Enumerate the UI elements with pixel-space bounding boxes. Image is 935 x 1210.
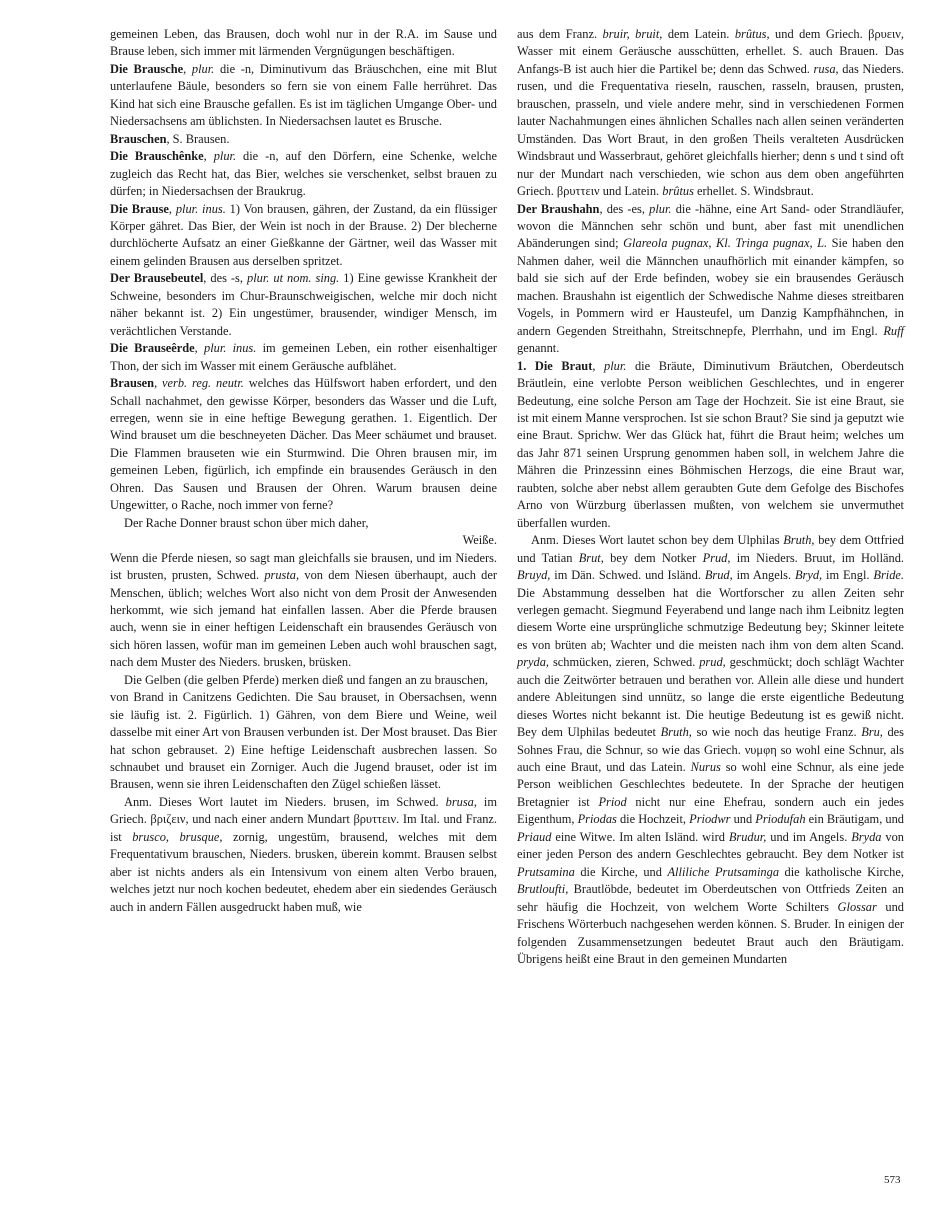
entry-headword: Die Brauschênke	[110, 149, 204, 164]
text-run: und dem Griech. βρυειν, Wasser mit einem Geräusche ausschütten, erhellet. S. auch Brauen. Das Anfangs-B ist auch hier die Partikel be; denn das Schwed.	[517, 27, 905, 76]
italic-term: verb. reg. neutr.	[162, 376, 244, 391]
text-run: , des -s,	[203, 271, 247, 286]
text-run: das Nieders. rusen, und die Frequentativa rieseln, rauschen, rasseln, brausen, prusten, brauschen, prasseln, und viele andere mehr, sind in verschiedenen Formen lauter Nachahmungen eines ähnlichen Schalles nach allen seinen veränderten Umständen. Das Wort Braut, in den großen Theils veralteten Ausdrücken Windsbraut und Wasserbraut, gehöret gleichfalls hierher; denn s und t sind oft nur der Mundart nach verschieden, wie schon aus dem oben angeführten Griech. βρυττειν und Latein.	[517, 61, 905, 199]
text-run: Der Rache Donner braust schon über mich daher,	[124, 515, 369, 530]
text-run: im Griech. βριζειν, und nach einer andern Mundart βρυττειν. Im Ital. und Franz. ist	[110, 794, 497, 844]
italic-term: plur.	[191, 61, 215, 76]
text-run: zornig, ungestüm, brausend, welches mit dem Frequentativum brauschen, Nieders. brusken, überein kommt. Brausen selbst aber ist nichts anders als ein Intensivum von einem alten Verbo brauen, welches jetzt nur noch kochen bedeutet, ehedem aber ein siedendes Geräusch auch in andern Fällen ausgedruckt haben muß, wie	[110, 829, 497, 914]
left-column	[110, 26, 497, 916]
italic-term: Brut,	[578, 550, 604, 565]
text-run: dem Latein.	[662, 27, 735, 41]
text-run: ,	[168, 201, 176, 216]
italic-term: Priodas	[577, 812, 617, 827]
text-run: im Angels.	[732, 568, 795, 583]
italic-term: plur. ut nom. sing.	[247, 271, 340, 286]
italic-term: Alliliche Prutsaminga	[667, 864, 780, 879]
italic-term: Priod	[598, 794, 627, 809]
italic-term: Bruyd,	[517, 568, 551, 583]
text-run: , S. Brausen.	[166, 131, 230, 146]
italic-term: Priodwr	[689, 812, 731, 827]
text-run: im gemeinen Leben, ein rother eisenhaltiger Thon, der sich im Wasser mit einem Geräusche aufblähet.	[110, 341, 497, 373]
entry-headword: Der Brausebeutel	[110, 271, 204, 286]
text-run: eine Witwe. Im alten Isländ. wird	[551, 829, 729, 844]
italic-term: Ruff	[883, 323, 904, 338]
dictionary-paragraph	[110, 550, 497, 672]
dictionary-paragraph	[110, 270, 497, 340]
entry-headword: Die Brause	[110, 201, 169, 216]
dictionary-paragraph	[110, 26, 497, 61]
italic-term: brûtus	[662, 184, 694, 199]
text-run: im Dän. Schwed. und Isländ.	[550, 568, 705, 583]
quote-attribution	[110, 532, 497, 549]
text-run: ,	[183, 61, 192, 76]
entry-headword: Brauschen	[110, 131, 167, 146]
text-run: Brautlöbde, bedeutet im Oberdeutschen von Ottfrieds Zeiten an sehr häufig die Hochzeit, von welchem Worte Schilters	[517, 882, 904, 914]
text-run: und im Angels.	[766, 829, 852, 844]
italic-term: brusa,	[445, 794, 477, 809]
italic-term: Bru,	[861, 725, 883, 740]
text-run: erhellet. S. Windsbraut.	[693, 184, 814, 199]
italic-term: rusa,	[813, 61, 839, 76]
italic-term: bruir, bruit,	[602, 27, 663, 41]
italic-term: plur. inus.	[204, 341, 257, 356]
text-run: welches das Hülfswort haben erfordert, und den Schall nachahmet, den gewisse Körper, besonders das Wasser und die Luft, erregen, wenn sie in eine heftige Bewegung gerathen. 1. Eigentlich. Der Wind brauset um die beschneyeten Dächer. Das Meer schäumet und brauset. Die Flammen brauseten wie ein Sturmwind. Die Ohren brausen mir, im gemeinen Leben, figürlich, ich empfinde ein brausendes Geräusch in den Ohren. Das Sausen und Brausen der Ohren. Warum brausen deine Ungewitter, o Rache, noch immer von ferne?	[110, 376, 498, 513]
text-run: Sie haben den Nahmen daher, weil die Männchen unaufhörlich mit einander kämpfen, so bald sie sich auf der Erde befinden, wobey sie ein brausendes Geräusch machen. Braushahn ist eigentlich der Schwedische Nahme dieses streitbaren Vogels, in Pommern wird er Hausteufel, um Danzig Kampfhähnchen, in andern Gegenden Streithahn, Streitschnepfe, Plerrhahn, und im Engl.	[517, 236, 904, 338]
text-run: im Engl.	[822, 568, 874, 583]
dictionary-paragraph	[110, 201, 497, 271]
italic-term: plur.	[213, 149, 237, 164]
text-run: nicht nur eine Ehefrau, sondern auch ein jedes Eigenthum,	[517, 794, 904, 827]
italic-term: prusta,	[264, 568, 300, 583]
text-run: , des -es,	[599, 201, 650, 216]
dictionary-paragraph	[110, 131, 497, 148]
text-run: von einer jeden Person des andern Geschlechtes gebraucht. Bey dem Notker ist	[517, 829, 905, 862]
text-run: im Nieders. Bruut, im Holländ.	[730, 550, 904, 565]
verse-quote	[110, 672, 497, 689]
italic-term: Prutsamina	[517, 864, 575, 879]
text-run: Weiße.	[462, 533, 497, 548]
text-run: die Kirche, und	[574, 864, 668, 879]
italic-term: Brutloufti,	[517, 882, 569, 897]
text-run: die -n, Diminutivum das Bräuschchen, eine mit Blut unterlaufene Bäule, besonders so fern sie von einem Falle herrühret. Das Kind hat sich eine Brausche gefallen. Es ist im täglichen Umgange Ober- und Niedersachsens am üblichsten. In Niedersachsen lautet es Brusche.	[110, 61, 497, 129]
italic-term: Glareola pugnax, Kl. Tringa pugnax, L.	[623, 236, 828, 251]
text-run: ,	[203, 149, 214, 164]
right-column	[517, 26, 904, 968]
text-run: ,	[154, 376, 163, 391]
text-run: so wie noch das heutige Franz.	[691, 725, 862, 740]
dictionary-paragraph	[517, 358, 904, 533]
italic-term: Prud,	[702, 550, 731, 565]
text-run: ein Bräutigam, und	[805, 812, 904, 827]
text-run: 1) Eine gewisse Krankheit der Schweine, besonders im Chur-Braunschweigischen, welche mir doch nicht näher bekannt ist. 2) Ein ungestümer, brausender, windiger Mensch, im verächtlichen Verstande.	[110, 271, 497, 338]
text-run: ,	[194, 341, 204, 356]
text-run: die Bräute, Diminutivum Bräutchen, Oberdeutsch Bräutlein, eine verlobte Person weiblichen Geschlechtes, und in engerer Bedeutung, eine solche Person am Tage der Hochzeit. Sie ist eine Braut, sie ist mit einem Manne versprochen. Ist sie schon Braut? Sie sind ja geputzt wie eine Braut. Sprichw. Wer das Glück hat, führt die Braut heim; welches um das Jahr 871 seinen Ursprung genommen haben soll, in welchem Jahre die Mähren die Prinzessinn eines Böhmischen Herzogs, die eine Braut war, raubten, solche aber nebst allem geraubten Gute dem Gefolge des Bischofes Arno von Würzburg überlassen mußten, von welchem sie unvermuthet überfallen wurden.	[517, 358, 904, 530]
text-run: aus dem Franz.	[517, 27, 603, 41]
italic-term: Bryda	[851, 829, 882, 844]
text-run: die katholische Kirche,	[779, 864, 904, 879]
text-run: des Sohnes Frau, die Schnur, so wie das Griech. νυμφη so wohl eine Schnur, als auch eine Braut, und das Latein.	[517, 725, 904, 775]
italic-term: Brudur,	[728, 829, 767, 844]
dictionary-paragraph	[110, 794, 497, 916]
italic-term: Bruth,	[783, 533, 815, 548]
text-run: 1) Von brausen, gähren, der Zustand, da ein flüssiger Körper gähret. Das Bier, der Wein ist noch in der Brause. 2) Der blecherne durchlöcherte Aufsatz an einer Gießkanne der Gärtner, weil das Wasser mit einem gelinden Brausen aus derselben spritzet.	[110, 201, 497, 268]
text-run: bey dem Ottfried und Tatian	[517, 533, 905, 565]
text-run: von dem Niesen überhaupt, auch der Menschen, üblich; welches Wort also nicht von dem Prosit der Anwesenden herkommt, wie sich jemand hat einfallen lassen. Aber die Pferde brausen auch, wenn sie in einer heftigen Leidenschaft ein brausendes Geräusch von sich hören lassen, wofür man im gemeinen Leben auch wohl brauschen sagt, nach dem Muster des Nieders. brusken, brüsken.	[110, 568, 497, 670]
dictionary-paragraph	[110, 375, 497, 515]
dictionary-paragraph	[110, 689, 497, 794]
dictionary-paragraph	[517, 26, 904, 201]
text-run: Anm. Dieses Wort lautet schon bey dem Ulphilas	[531, 533, 784, 548]
italic-term: Brud,	[704, 568, 733, 583]
italic-term: plur.	[604, 358, 627, 373]
italic-term: plur. inus.	[175, 201, 226, 216]
text-run: von Brand in Canitzens Gedichten. Die Sau brauset, in Obersachsen, wenn sie läufig ist. 2. Figürlich. 1) Gähren, von dem Biere und Weine, weil dasselbe mit einer Art von Brausen verbunden ist. Der Most brauset. Das Bier hat schon gebrauset. 2) Eine heftige Leidenschaft ausbrechen lassen. So schnaubet und brauset ein Zorniger. Auch die Jugend brauset, oder ist im Brausen, wenn sie ihren Leidenschaften den Zügel schießen lässet.	[110, 690, 497, 792]
dictionary-paragraph	[517, 532, 904, 968]
text-run: Die Gelben (die gelben Pferde) merken dieß und fangen an zu brauschen,	[124, 672, 488, 687]
text-run: Die Abstammung desselben hat die Wortforscher zu allen Zeiten sehr verlegen gemacht. Siegmund Feyerabend und lange nach ihm Leibnitz legten diesem Worte eine ursprüngliche schmutzige Bedeutung bey; Skinner leitete es von brüten ab; Wachter und die meisten nach ihm von dem alten Scand.	[517, 585, 904, 652]
text-run: und	[730, 812, 756, 827]
italic-term: brûtus,	[734, 27, 770, 41]
verse-quote	[110, 515, 497, 532]
italic-term: Nurus	[690, 760, 721, 775]
italic-term: Glossar	[837, 899, 877, 914]
italic-term: prud,	[699, 655, 726, 670]
text-run: genannt.	[517, 341, 560, 356]
dictionary-paragraph	[517, 201, 904, 358]
entry-headword: Der Braushahn	[517, 201, 600, 216]
italic-term: plur.	[649, 201, 672, 216]
italic-term: brusco, brusque,	[132, 829, 223, 844]
italic-term: Bryd,	[794, 568, 823, 583]
italic-term: Priodufah	[755, 812, 806, 827]
text-run: Wenn die Pferde niesen, so sagt man gleichfalls sie brausen, und im Nieders. ist brusten, prusten, Schwed.	[110, 550, 497, 583]
text-run: schmücken, zieren, Schwed.	[549, 655, 700, 670]
entry-headword: Die Brausche	[110, 61, 184, 76]
dictionary-paragraph	[110, 340, 497, 375]
page-number: 573	[884, 1174, 901, 1186]
text-run: bey dem Notker	[603, 550, 703, 565]
entry-headword: Brausen	[110, 376, 155, 391]
text-run: Anm. Dieses Wort lautet im Nieders. brusen, im Schwed.	[124, 794, 446, 809]
entry-headword: Die Brauseêrde	[110, 341, 195, 356]
text-run: gemeinen Leben, das Brausen, doch wohl nur in der R.A. im Sause und Brause leben, sich immer mit lärmenden Vergnügungen beschäftigen.	[110, 27, 497, 59]
text-run: geschmückt; doch schlägt Wachter auch die Zeitwörter betrauen und berathen vor. Allein alle diese und hundert andere Ableitungen sind unnütz, so lange die erste eigentliche Bedeutung dieses Wortes nicht bekannt ist. Die heutige Bedeutung ist es gewiß nicht. Bey dem Ulphilas bedeutet	[517, 655, 904, 740]
text-run: so wohl eine Schnur, als eine jede Person weiblichen Geschlechtes bedeutete. In der Sprache der heutigen Bretagnier ist	[517, 760, 904, 809]
entry-headword: 1. Die Braut	[517, 358, 593, 373]
text-run: die -n, auf den Dörfern, eine Schenke, welche zugleich das Recht hat, das Bier, welches sie verschenket, selbst brauen zu dürfen; in Niedersachsen der Braukrug.	[110, 149, 497, 199]
dictionary-paragraph	[110, 61, 497, 131]
text-run: und Frischens Wörterbuch nachgesehen werden können. S. Bruder. In einigen der folgenden Zusammensetzungen bedeutet Braut auch den Bräutigam. Übrigens heißt eine Braut in den gemeinen Mundarten	[517, 899, 904, 967]
italic-term: pryda,	[517, 655, 550, 670]
italic-term: Bride.	[873, 568, 905, 583]
italic-term: Bruth,	[660, 725, 692, 740]
italic-term: Priaud	[517, 829, 552, 844]
dictionary-paragraph	[110, 148, 497, 200]
text-run: ,	[592, 358, 605, 373]
text-run: die -hähne, eine Art Sand- oder Strandläufer, wovon die Männchen sehr schön und bunt, aber fast mit unendlichen Abänderungen sind;	[517, 201, 904, 251]
text-run: die Hochzeit,	[616, 812, 690, 827]
